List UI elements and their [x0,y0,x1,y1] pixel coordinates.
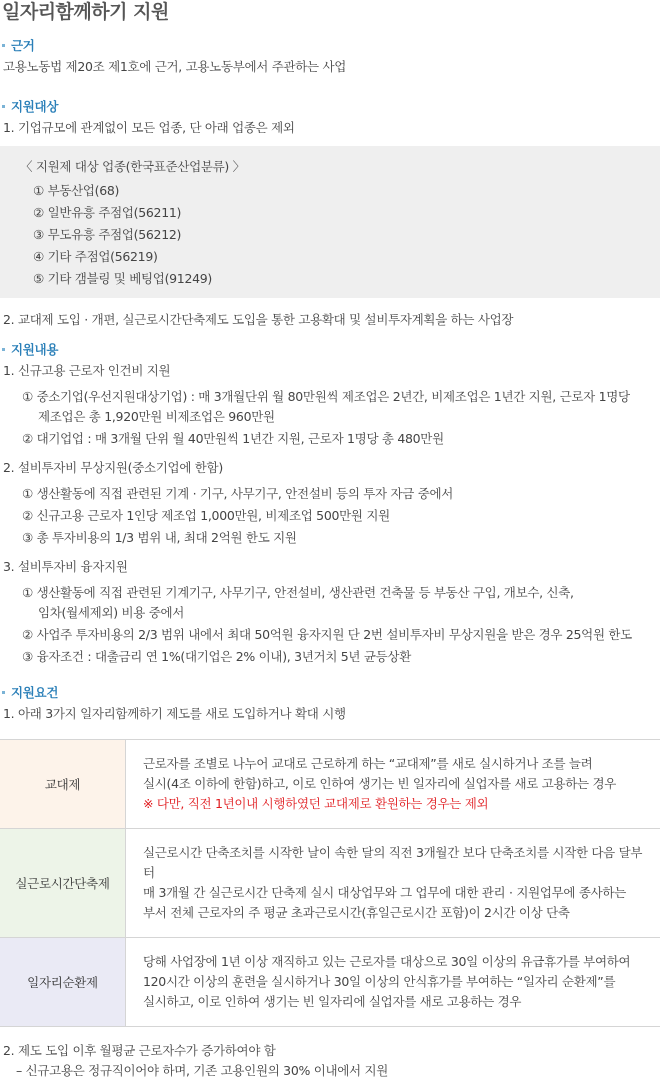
section-heading-requirements [0,683,660,701]
section-heading-label: 지원요건 [11,683,58,701]
excluded-industry-item: ③ 무도유흥 주점업(56212) [20,224,660,246]
table-row [0,740,660,829]
content-group-1-item-cont: 제조업은 총 1,920만원 비제조업은 960만원 [0,407,660,427]
row-description [126,740,660,829]
bullet-icon [2,348,5,351]
row-description [126,938,660,1027]
section-heading-target [0,97,660,115]
row-line: 실시하고, 이로 인하여 생기는 빈 일자리에 실업자를 새로 고용하는 경우 [143,992,650,1012]
excluded-industry-item: ② 일반유흥 주점업(56211) [20,202,660,224]
requirements-item-1: 1. 아래 3가지 일자리함께하기 제도를 새로 도입하거나 확대 시행 [0,704,660,724]
content-group-3-item: ① 생산활동에 직접 관련된 기계기구, 사무기구, 안전설비, 생산관련 건축물 등 부동산 구입, 개보수, 신축, [0,583,660,603]
content-group-2-title: 2. 설비투자비 무상지원(중소기업에 한함) [0,458,660,478]
requirements-item-2: 2. 제도 도입 이후 월평균 근로자수가 증가하여야 함 [0,1041,660,1061]
section-heading-basis [0,36,660,54]
row-warning: ※ 다만, 직전 1년이내 시행하였던 교대제로 환원하는 경우는 제외 [143,794,650,814]
content-group-3-item: ③ 융자조건 : 대출금리 연 1%(대기업은 2% 이내), 3년거치 5년 균등상환 [0,647,660,667]
bullet-icon [2,105,5,108]
row-label: 일자리순환제 [0,938,126,1027]
section-heading-label: 지원대상 [11,97,58,115]
content-group-2-item: ② 신규고용 근로자 1인당 제조업 1,000만원, 비제조업 500만원 지원 [0,506,660,526]
content-group-3-title: 3. 설비투자비 융자지원 [0,557,660,577]
section-heading-label: 지원내용 [11,340,58,358]
content-group-3-item-cont: 임차(월세제외) 비용 중에서 [0,603,660,623]
excluded-industries-title: 〈 지원제 대상 업종(한국표준산업분류) 〉 [20,156,660,178]
row-line: 매 3개월 간 실근로시간 단축제 실시 대상업무와 그 업무에 대한 관리 · 지원업무에 종사하는 [143,883,650,903]
excluded-industry-item: ④ 기타 주점업(56219) [20,246,660,268]
target-item-1: 1. 기업규모에 관계없이 모든 업종, 단 아래 업종은 제외 [0,118,660,138]
content-group-2-item: ③ 총 투자비용의 1/3 범위 내, 최대 2억원 한도 지원 [0,528,660,548]
target-item-2: 2. 교대제 도입 · 개편, 실근로시간단축제도 도입을 통한 고용확대 및 설비투자계획을 하는 사업장 [0,310,660,330]
section-heading-label: 근거 [11,36,35,54]
row-line: 당해 사업장에 1년 이상 재직하고 있는 근로자를 대상으로 30일 이상의 유급휴가를 부여하여 [143,952,650,972]
row-line: 실근로시간 단축조치를 시작한 날이 속한 달의 직전 3개월간 보다 단축조치를 시작한 다음 달부터 [143,843,650,883]
bullet-icon [2,44,5,47]
content-group-1-title: 1. 신규고용 근로자 인건비 지원 [0,361,660,381]
requirements-table [0,739,660,1027]
basis-text: 고용노동법 제20조 제1호에 근거, 고용노동부에서 주관하는 사업 [0,57,660,77]
table-row [0,938,660,1027]
bullet-icon [2,691,5,694]
excluded-industry-item: ⑤ 기타 갬블링 및 베팅업(91249) [20,268,660,290]
section-heading-content [0,340,660,358]
table-row [0,829,660,938]
content-group-1-item: ① 중소기업(우선지원대상기업) : 매 3개월단위 월 80만원씩 제조업은 2년간, 비제조업은 1년간 지원, 근로자 1명당 [0,387,660,407]
content-group-2-item: ① 생산활동에 직접 관련된 기계 · 기구, 사무기구, 안전설비 등의 투자 자금 중에서 [0,484,660,504]
row-label: 실근로시간단축제 [0,829,126,938]
row-line: 실시(4조 이하에 한함)하고, 이로 인하여 생기는 빈 일자리에 실업자를 새로 고용하는 경우 [143,774,650,794]
excluded-industries-box [0,146,660,298]
row-description [126,829,660,938]
row-line: 근로자를 조별로 나누어 교대로 근로하게 하는 “교대제”를 새로 실시하거나 조를 늘려 [143,754,650,774]
requirements-item-2-sub: – 신규고용은 정규직이어야 하며, 기존 고용인원의 30% 이내에서 지원 [0,1061,660,1081]
row-line: 부서 전체 근로자의 주 평균 초과근로시간(휴일근로시간 포함)이 2시간 이상 단축 [143,903,650,923]
content-group-1-item: ② 대기업업 : 매 3개월 단위 월 40만원씩 1년간 지원, 근로자 1명당 총 480만원 [0,429,660,449]
page-title: 일자리함께하기 지원 [0,0,660,24]
row-label: 교대제 [0,740,126,829]
row-line: 120시간 이상의 훈련을 실시하거나 30일 이상의 안식휴가를 부여하는 “일자리 순환제”를 [143,972,650,992]
excluded-industry-item: ① 부동산업(68) [20,180,660,202]
content-group-3-item: ② 사업주 투자비용의 2/3 범위 내에서 최대 50억원 융자지원 단 2번 설비투자비 무상지원을 받은 경우 25억원 한도 [0,625,660,645]
